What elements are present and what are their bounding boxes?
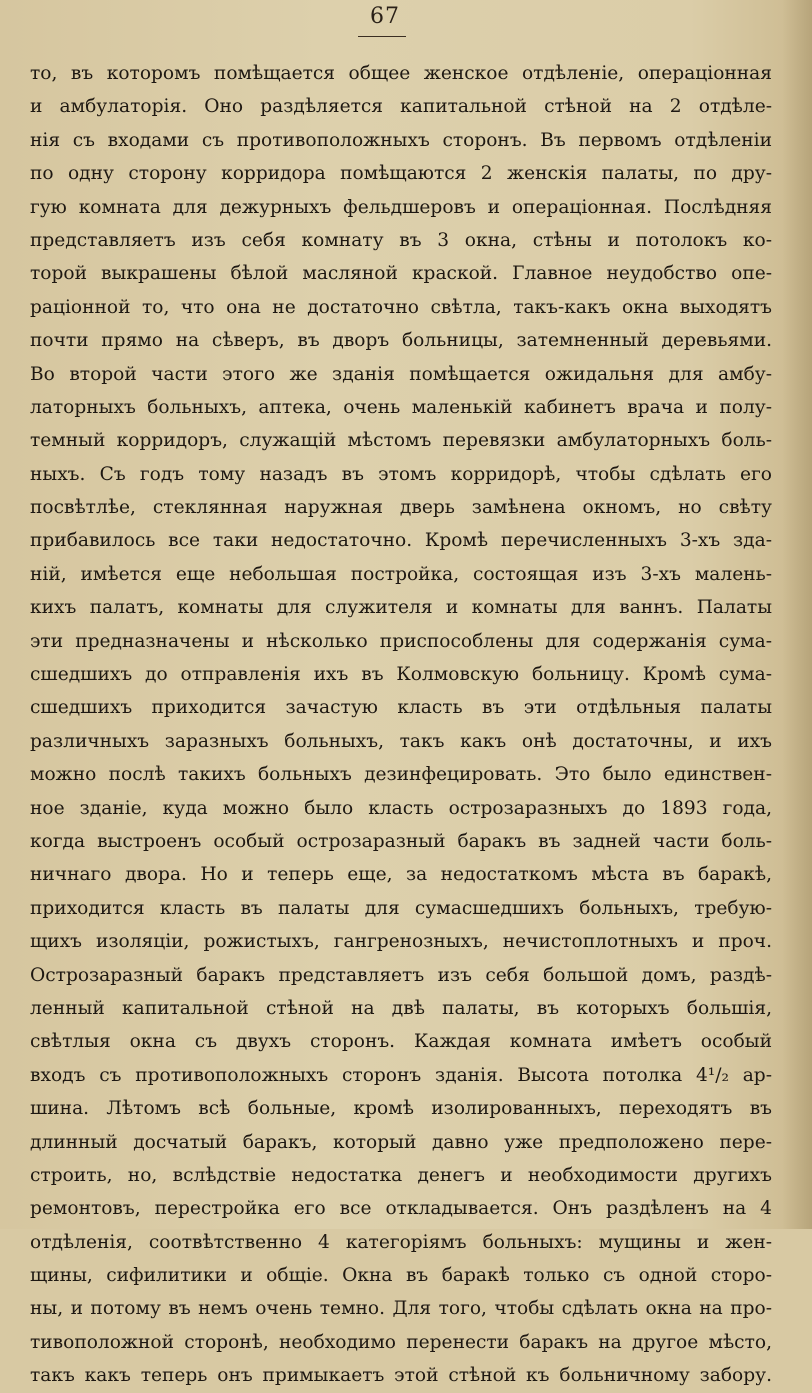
text-line: ныхъ. Съ годъ тому назадъ въ этомъ корридорѣ, чтобы сдѣлать его xyxy=(30,463,772,485)
text-line: кихъ палатъ, комнаты для служителя и комнаты для ваннъ. Палаты xyxy=(30,597,772,619)
text-line: ны, и потому въ немъ очень темно. Для того, чтобы сдѣлать окна на про- xyxy=(30,1298,772,1320)
text-line: отдѣленія, соотвѣтственно 4 категоріямъ больныхъ: мущины и жен- xyxy=(30,1231,772,1253)
text-line: раціонной то, что она не достаточно свѣтла, такъ-какъ окна выходятъ xyxy=(30,296,772,318)
text-line: и амбулаторія. Оно раздѣляется капитальной стѣной на 2 отдѣле- xyxy=(30,96,772,118)
text-line: ленный капитальной стѣной на двѣ палаты, въ которыхъ большія, xyxy=(30,997,772,1019)
text-line: когда выстроенъ особый острозаразный баракъ въ задней части боль- xyxy=(30,830,772,852)
text-line: нія съ входами съ противоположныхъ сторонъ. Въ первомъ отдѣленіи xyxy=(30,129,772,151)
text-line: посвѣтлѣе, стеклянная наружная дверь замѣнена окномъ, но свѣту xyxy=(30,497,772,519)
text-line: длинный досчатый баракъ, который давно уже предположено пере- xyxy=(30,1131,772,1153)
text-line: такъ какъ теперь онъ примыкаетъ этой стѣной къ больничному забору. xyxy=(30,1365,772,1387)
text-line: по одну сторону корридора помѣщаются 2 женскія палаты, по дру- xyxy=(30,163,772,185)
text-line: гую комната для дежурныхъ фельдшеровъ и операціонная. Послѣдняя xyxy=(30,196,772,218)
text-line: ремонтовъ, перестройка его все откладывается. Онъ раздѣленъ на 4 xyxy=(30,1198,772,1220)
text-line: сшедшихъ приходится зачастую класть въ эти отдѣльныя палаты xyxy=(30,697,772,719)
text-line: строить, но, вслѣдствіе недостатка денегъ и необходимости другихъ xyxy=(30,1164,772,1186)
text-line: тивоположной сторонѣ, необходимо перенести баракъ на другое мѣсто, xyxy=(30,1331,772,1353)
text-line: щихъ изоляціи, рожистыхъ, гангренозныхъ, нечистоплотныхъ и проч. xyxy=(30,931,772,953)
page-edge-shadow xyxy=(782,0,812,1229)
text-line: Острозаразный баракъ представляетъ изъ себя большой домъ, раздѣ- xyxy=(30,964,772,986)
text-line: латорныхъ больныхъ, аптека, очень маленькій кабинетъ врача и полу- xyxy=(30,396,772,418)
text-line: представляетъ изъ себя комнату въ 3 окна, стѣны и потолокъ ко- xyxy=(30,229,772,251)
text-line: входъ съ противоположныхъ сторонъ зданія. Высота потолка 4¹/₂ ар- xyxy=(30,1064,772,1086)
page-number-rule xyxy=(358,36,406,37)
text-line: прибавилось все таки недостаточно. Кромѣ перечисленныхъ 3-хъ зда- xyxy=(30,530,772,552)
text-line: ній, имѣется еще небольшая постройка, состоящая изъ 3-хъ малень- xyxy=(30,563,772,585)
text-line: почти прямо на сѣверъ, въ дворъ больницы, затемненный деревьями. xyxy=(30,330,772,352)
text-line: торой выкрашены бѣлой масляной краской. Главное неудобство опе- xyxy=(30,263,772,285)
text-line: свѣтлыя окна съ двухъ сторонъ. Каждая комната имѣетъ особый xyxy=(30,1031,772,1053)
text-line: шина. Лѣтомъ всѣ больные, кромѣ изолированныхъ, переходятъ въ xyxy=(30,1098,772,1120)
text-line: можно послѣ такихъ больныхъ дезинфецировать. Это было единствен- xyxy=(30,764,772,786)
text-line: то, въ которомъ помѣщается общее женское отдѣленіе, операціонная xyxy=(30,63,772,84)
text-line: ничнаго двора. Но и теперь еще, за недостаткомъ мѣста въ баракѣ, xyxy=(30,864,772,886)
body-text xyxy=(30,57,772,1393)
text-line: приходится класть въ палаты для сумасшедшихъ больныхъ, требую- xyxy=(30,897,772,919)
text-line: темный корридоръ, служащій мѣстомъ перевязки амбулаторныхъ боль- xyxy=(30,430,772,452)
text-line: эти предназначены и нѣсколько приспособлены для содержанія сума- xyxy=(30,630,772,652)
text-line: ное зданіе, куда можно было класть острозаразныхъ до 1893 года, xyxy=(30,797,772,819)
text-line: Во второй части этого же зданія помѣщается ожидальня для амбу- xyxy=(30,363,772,385)
text-line: сшедшихъ до отправленія ихъ въ Колмовскую больницу. Кромѣ сума- xyxy=(30,664,772,686)
text-line: щины, сифилитики и общіе. Окна въ баракѣ только съ одной сторо- xyxy=(30,1265,772,1287)
page-number: 67 xyxy=(370,4,400,29)
text-line: различныхъ заразныхъ больныхъ, такъ какъ онѣ достаточны, и ихъ xyxy=(30,730,772,752)
